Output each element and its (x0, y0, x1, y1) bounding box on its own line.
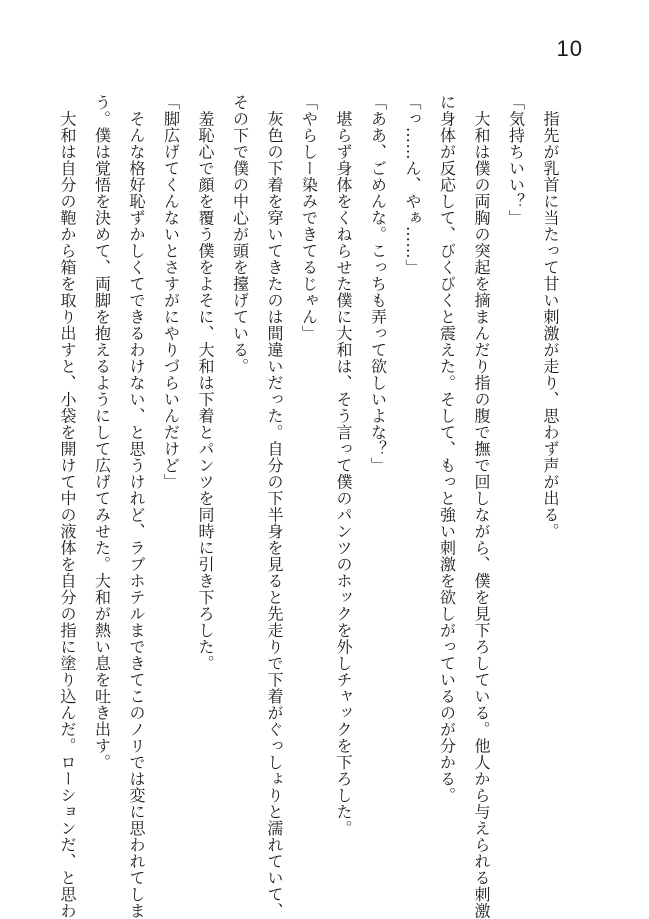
text-line: う。僕は覚悟を決めて、両脚を抱えるようにして広げてみせた。大和が熱い息を吐き出す。 (92, 94, 112, 771)
text-line: 堪らず身体をくねらせた僕に大和は、そう言って僕のパンツのホックを外しチャックを下ろした。 (334, 94, 353, 837)
text-line: 指先が乳首に当たって甘い刺激が走り、思わず声が出る。 (541, 94, 560, 540)
text-line: 灰色の下着を穿いてきたのは間違いだった。自分の下半身を見ると先走りで下着がぐっしょりと濡れていて、 (265, 94, 284, 919)
text-line: 大和は自分の鞄から箱を取り出すと、小袋を開けて中の液体を自分の指に塗り込んだ。ローションだ、と思わ (58, 94, 77, 919)
text-line: に身体が反応して、びくびくと震えた。そして、もっと強い刺激を欲しがっているのが分かる。 (437, 94, 457, 804)
text-line: 「ああ、ごめんな。こっちも弄って欲しいよな？」 (368, 94, 388, 474)
text-line: 大和は僕の両胸の突起を摘まんだり指の腹で撫で回しながら、僕を見下ろしている。他人から与えられる刺激 (472, 94, 491, 919)
text-line: 羞恥心で顔を覆う僕をよそに、大和は下着とパンツを同時に引き下ろした。 (196, 94, 215, 672)
text-line: 「やらしー染みできてるじゃん」 (299, 94, 319, 342)
text-line: そんな格好恥ずかしくてできるわけない、と思うけれど、ラブホテルまできてこのノリでは変に思われてしま (127, 94, 146, 919)
text-line: 「気持ちいい？」 (506, 94, 526, 226)
text-line: その下で僕の中心が頭を擡げている。 (230, 94, 250, 375)
text-line: 「っ……ん、やぁ……」 (403, 94, 422, 276)
text-line: 「脚広げてくんないとさすがにやりづらいんだけど」 (161, 94, 181, 490)
novel-text-body (58, 94, 567, 919)
page-number: 10 (556, 36, 583, 61)
